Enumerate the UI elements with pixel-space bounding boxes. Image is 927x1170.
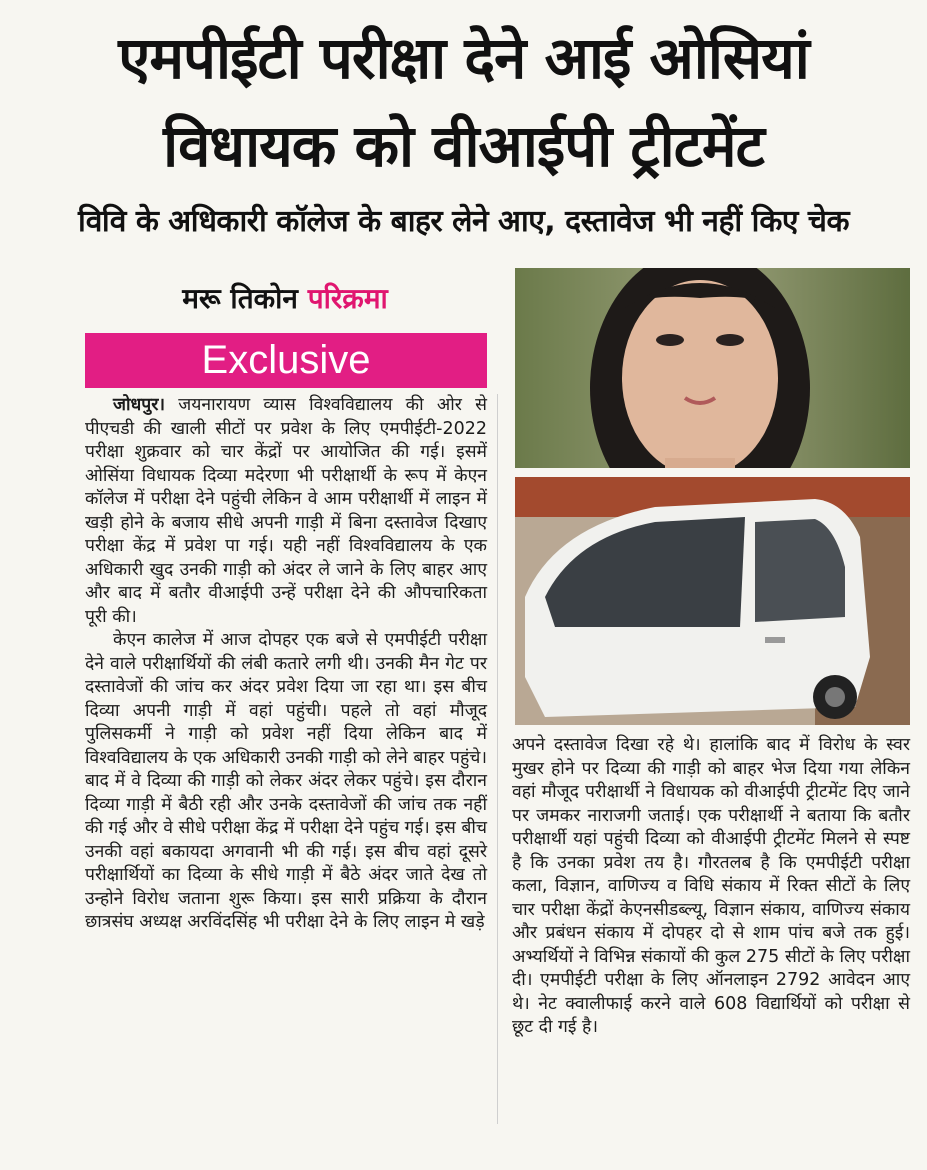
headline-line-2: विधायक को वीआईपी ट्रीटमेंट — [163, 112, 764, 180]
dateline: जोधपुर। — [113, 395, 166, 415]
byline-part-2: परिक्रमा — [307, 282, 388, 315]
subheadline: विवि के अधिकारी कॉलेज के बाहर लेने आए, दस्तावेज भी नहीं किए चेक — [77, 204, 850, 239]
article-paragraph-3: अपने दस्तावेज दिखा रहे थे। हालांकि बाद में विरोध के स्वर मुखर होने पर दिव्या की गाड़ी को बाहर भेज दिया गया लेकिन वहां मौजूद परीक्षार्थी ने विधायक को वीआईपी ट्रीटमेंट दिए जाने पर जमकर नाराजगी जताई। एक परीक्षार्थी ने बताया कि बतौर परीक्षार्थी यहां पहुंची दिव्या को वीआईपी ट्रीटमेंट मिलने से स्पष्ट है कि उनका प्रवेश तय है। गौरतलब है कि एमपीईटी परीक्षा कला, विज्ञान, वाणिज्य व विधि संकाय में रिक्त सीटों के लिए चार परीक्षा केंद्रों केएनसीडब्ल्यू, विज्ञान संकाय, वाणिज्य संकाय और प्रबंधन संकाय में दोपहर दो से शाम पांच बजे तक हुई। अभ्यर्थियों ने विभिन्न संकायों की कुल 275 सीटों के लिए परीक्षा दी। एमपीईटी परीक्षा के लिए ऑनलाइन 2792 आवेदन आए थे। नेट क्वालीफाई करने वाले 608 विद्यार्थियों को परीक्षा से छूट दी गई है। — [512, 735, 910, 1037]
exclusive-label: Exclusive — [85, 333, 487, 388]
article-paragraph-2: केएन कालेज में आज दोपहर एक बजे से एमपीईटी परीक्षा देने वाले परीक्षार्थियों की लंबी कतारे लगी थी। उनकी मैन गेट पर दस्तावेजों की जांच कर अंदर प्रवेश दिया जा रहा था। इस बीच दिव्या अपनी गाड़ी में वहां पहुंची। पहले तो वहां मौजूद पुलिसकर्मी ने गाड़ी को प्रवेश नहीं दिया लेकिन बाद में विश्वविद्यालय के एक अधिकारी उनकी गाड़ी को लेने बाहर पहुंचे। बाद में वे दिव्या की गाड़ी को लेकर अंदर लेकर पहुंचे। इस दौरान दिव्या गाड़ी में बैठी रही और उनके दस्तावेजों की जांच तक नहीं की गई और वे सीधे परीक्षा केंद्र में परीक्षा देने पहुंच गई। इस बीच उनकी वहां बकायदा अगवानी भी की गई। इस बीच वहां दूसरे परीक्षार्थियों का दिव्या के सीधे गाड़ी में बैठे अंदर जाते देख तो उन्होने विरोध जताना शुरू किया। इस सारी प्रक्रिया के दौरान छात्रसंघ अध्यक्ष अरविंदसिंह भी परीक्षा देने के लिए लाइन मे खड़े — [85, 630, 487, 932]
paragraph-1-text: जयनारायण व्यास विश्वविद्यालय की ओर से पीएचडी की खाली सीटों पर प्रवेश के लिए एमपीईटी-2022 परीक्षा शुक्रवार को चार केंद्रों पर आयोजित की गई। इसमें ओसिंया विधायक दिव्या मदेरणा भी परीक्षार्थी के रूप में केएन कॉलेज में परीक्षा देने पहुंची लेकिन वे आम परीक्षार्थी में लाइन में खड़ी होने के बजाय सीधे अपनी गाड़ी में बिना दस्तावेज दिखाए परीक्षा केंद्र में प्रवेश पा गई। यही नहीं विश्वविद्यालय के एक अधिकारी खुद उनकी गाड़ी को अंदर ले जाने के लिए बाहर आए और बाद में बतौर वीआईपी उन्हें परीक्षा देने की औपचारिकता पूरी की। — [85, 395, 487, 627]
column-divider — [497, 394, 498, 1124]
portrait-photo — [515, 268, 910, 468]
article-column-1 — [85, 394, 487, 935]
byline — [85, 280, 485, 318]
headline-line-1: एमपीईटी परीक्षा देने आई ओसियां — [118, 24, 809, 92]
byline-part-1: मरू तिकोन — [182, 282, 298, 315]
article-column-2 — [512, 734, 910, 1040]
article-paragraph-1 — [85, 394, 487, 629]
car-photo — [515, 477, 910, 725]
